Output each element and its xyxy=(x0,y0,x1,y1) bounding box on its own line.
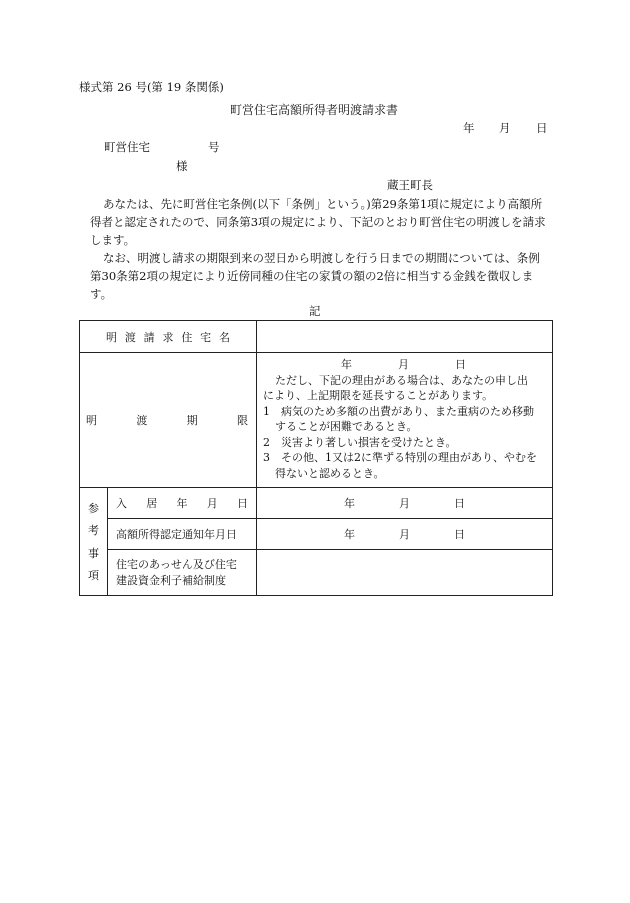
label-char: 考 xyxy=(88,524,99,538)
label-char: 項 xyxy=(88,569,99,583)
request-table xyxy=(79,320,553,596)
period-note: 2 災害より著しい損害を受けたとき。 xyxy=(263,435,457,449)
period-note: 1 病気のため多額の出費があり、また重病のため移動 xyxy=(263,404,534,418)
period-note: 3 その他、1又は2に準ずる特別の理由があり、やむを xyxy=(263,451,537,464)
label-char: 明 xyxy=(106,330,117,344)
housing-name-label xyxy=(80,329,256,345)
date-month: 月 xyxy=(398,358,409,371)
housing-label: 町営住宅 xyxy=(104,140,150,154)
subsidy-value-cell[interactable] xyxy=(257,550,553,596)
notice-label: 高額所得認定通知年月日 xyxy=(116,528,237,541)
label-char: 限 xyxy=(236,414,248,427)
label-char: 宅 xyxy=(200,330,212,344)
subsidy-label-line: 建設資金利子補給制度 xyxy=(116,573,226,587)
period-label xyxy=(80,412,256,428)
notice-label-cell xyxy=(108,519,257,550)
date-year: 年 xyxy=(463,121,475,135)
date-day: 日 xyxy=(454,528,465,541)
period-note: ただし、下記の理由がある場合は、あなたの申し出 xyxy=(275,373,528,387)
issuer-name: 蔵王町長 xyxy=(387,178,433,192)
period-note: により、上記期限を延長することがあります。 xyxy=(263,389,494,402)
move-in-label xyxy=(108,495,256,511)
table-row xyxy=(80,519,553,550)
period-date xyxy=(263,357,544,373)
label-char: 住 xyxy=(181,330,193,344)
table-row xyxy=(80,550,553,596)
move-in-date xyxy=(257,495,552,511)
paragraph-2-line: す。 xyxy=(90,287,113,301)
label-char: 渡 xyxy=(124,330,136,344)
period-content xyxy=(257,353,552,487)
form-number: 様式第 26 号(第 19 条関係) xyxy=(79,80,224,94)
label-char: 居 xyxy=(146,497,158,510)
subsidy-label-line: 住宅のあっせん及び住宅 xyxy=(116,557,237,571)
ki-heading: 記 xyxy=(309,304,321,318)
paragraph-2 xyxy=(90,249,540,303)
label-char: 求 xyxy=(162,330,174,344)
paragraph-1-line: あなたは、先に町営住宅条例(以下「条例」という。)第29条第1項に規定により高額所 xyxy=(103,197,543,211)
paragraph-1-line: 得者と認定されたので、同条第3項の規定により、下記のとおり町営住宅の明渡しを請求 xyxy=(90,215,546,229)
label-char: 入 xyxy=(116,497,127,510)
date-month: 月 xyxy=(499,121,511,135)
label-char: 名 xyxy=(218,330,230,344)
addressee-suffix: 様 xyxy=(176,159,188,173)
label-char: 月 xyxy=(206,497,218,510)
label-char: 渡 xyxy=(136,414,148,427)
date-day: 日 xyxy=(455,358,466,371)
housing-name-value-cell[interactable] xyxy=(257,321,553,353)
date-month: 月 xyxy=(399,497,410,510)
label-char: 明 xyxy=(86,414,97,427)
label-char: 参 xyxy=(88,501,99,515)
paragraph-2-line: なお、明渡し請求の期限到来の翌日から明渡しを行う日までの期間については、条例 xyxy=(103,251,540,265)
period-value-cell[interactable] xyxy=(257,353,553,488)
paragraph-1 xyxy=(90,195,546,249)
date-year: 年 xyxy=(341,358,352,371)
move-in-label-cell xyxy=(108,488,257,519)
label-char: 請 xyxy=(143,330,155,344)
date-day: 日 xyxy=(454,497,465,510)
table-row xyxy=(80,488,553,519)
table-row xyxy=(80,353,553,488)
period-note: することが困難であるとき。 xyxy=(275,420,418,433)
document-title: 町営住宅高額所得者明渡請求書 xyxy=(230,103,399,117)
table-row xyxy=(80,321,553,353)
paragraph-1-line: します。 xyxy=(90,233,136,247)
housing-number-label: 号 xyxy=(208,140,220,154)
move-in-date-cell[interactable] xyxy=(257,488,553,519)
period-note: 得ないと認めるとき。 xyxy=(275,466,385,480)
period-label-cell xyxy=(80,353,257,488)
paragraph-2-line: 第30条第2項の規定により近傍同種の住宅の家賃の額の2倍に相当する金銭を徴収しま xyxy=(90,269,534,283)
label-char: 日 xyxy=(237,497,248,510)
label-char: 年 xyxy=(176,497,188,510)
reference-label-cell xyxy=(80,488,108,596)
label-char: 事 xyxy=(88,546,99,560)
subsidy-label xyxy=(108,557,256,589)
housing-name-label-cell xyxy=(80,321,257,353)
reference-label xyxy=(80,500,107,584)
notice-date-cell[interactable] xyxy=(257,519,553,550)
label-char: 期 xyxy=(186,414,198,427)
subsidy-label-cell xyxy=(108,550,257,596)
notice-date xyxy=(257,526,552,542)
date-year: 年 xyxy=(344,497,355,510)
date-month: 月 xyxy=(399,528,410,541)
date-year: 年 xyxy=(344,528,355,541)
date-day: 日 xyxy=(536,121,548,135)
